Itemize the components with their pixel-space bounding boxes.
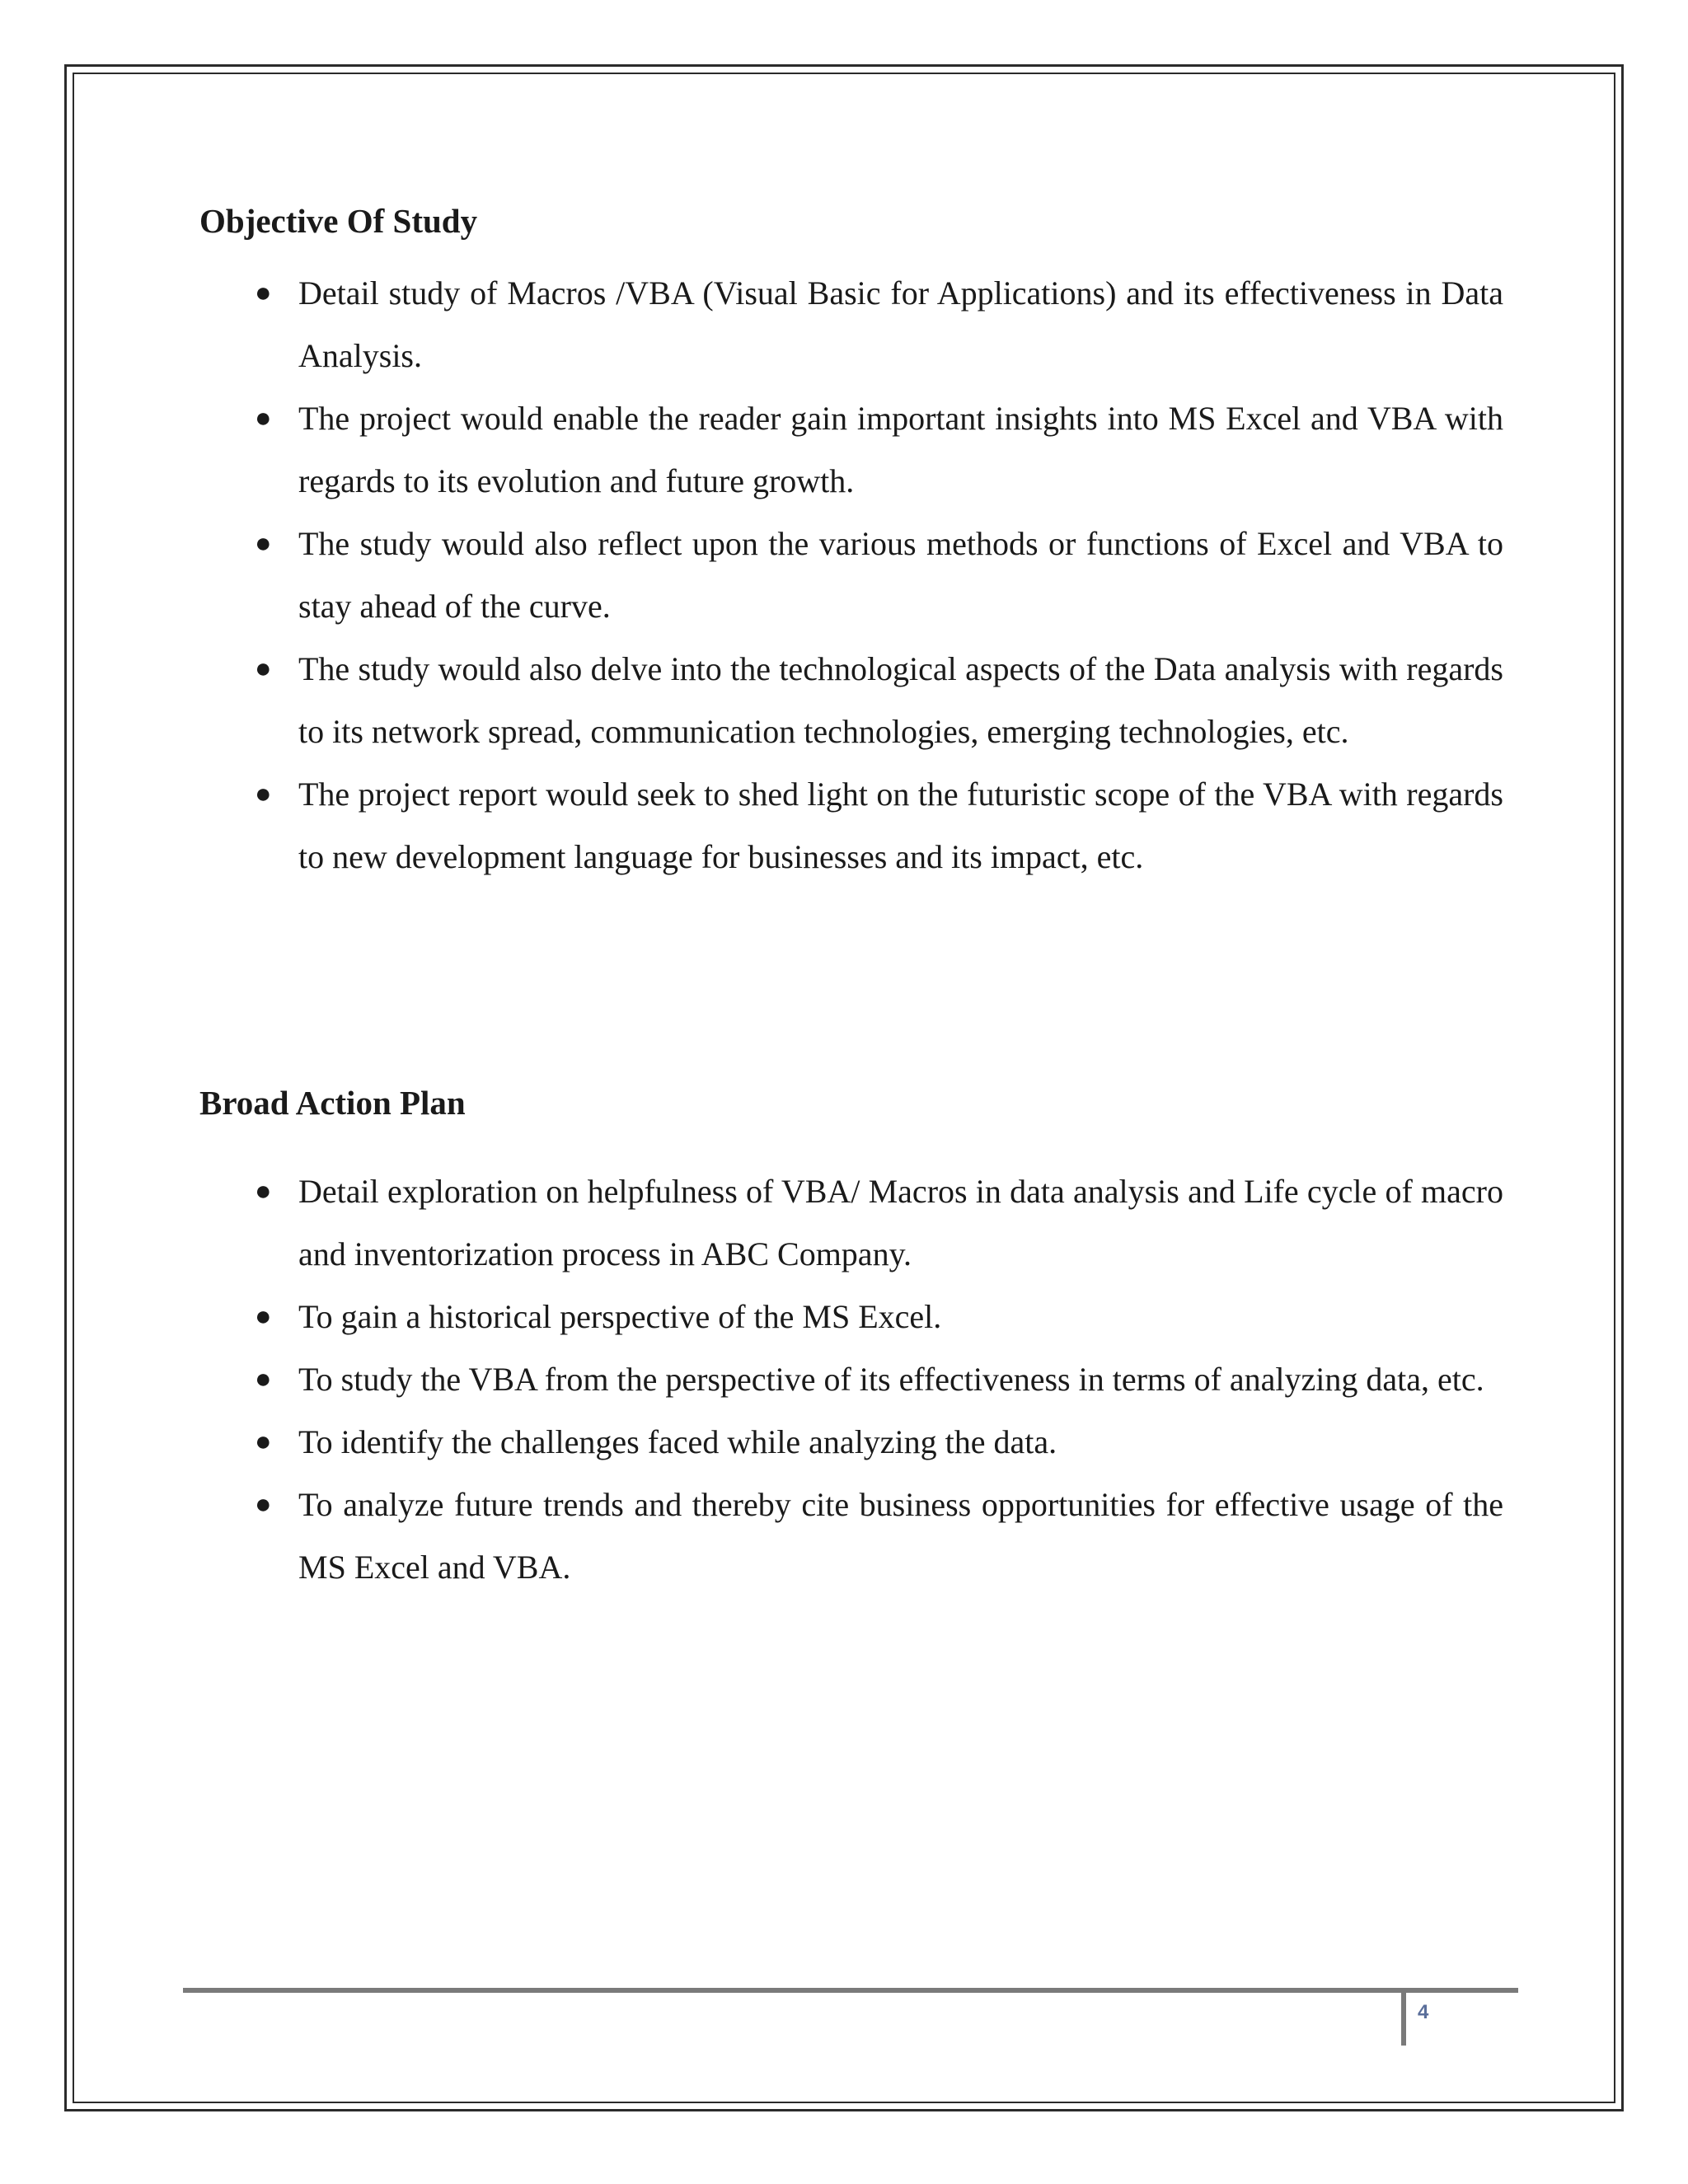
bullet-icon: ●: [255, 654, 272, 684]
list-item: [255, 1411, 1503, 1474]
bullet-icon: ●: [255, 1427, 272, 1457]
list-item-text: To analyze future trends and thereby cite business opportunities for effective usage of the MS Excel and VBA.: [298, 1486, 1503, 1586]
list-item-text: The study would also reflect upon the various methods or functions of Excel and VBA to stay ahead of the curve.: [298, 525, 1503, 625]
list-item-text: Detail study of Macros /VBA (Visual Basic for Applications) and its effectiveness in Data Analysis.: [298, 274, 1503, 374]
action-plan-list: [0, 1160, 1503, 1599]
list-item: [255, 1160, 1503, 1286]
list-item: [255, 763, 1503, 888]
list-item: [255, 1286, 1503, 1348]
list-item-text: To gain a historical perspective of the MS Excel.: [298, 1298, 942, 1335]
bullet-icon: ●: [255, 1301, 272, 1332]
footer-divider: [183, 1988, 1518, 1993]
list-item: [255, 1474, 1503, 1599]
bullet-icon: ●: [255, 1364, 272, 1394]
bullet-icon: ●: [255, 278, 272, 308]
list-item: [255, 638, 1503, 763]
list-item: [255, 387, 1503, 513]
objective-heading: Objective Of Study: [199, 202, 478, 240]
page-number: 4: [1418, 2001, 1429, 2023]
action-plan-heading: Broad Action Plan: [199, 1084, 466, 1122]
bullet-icon: ●: [255, 1176, 272, 1207]
list-item-text: The project report would seek to shed light on the futuristic scope of the VBA with regards to new development language for businesses and its impact, etc.: [298, 776, 1503, 875]
list-item-text: The project would enable the reader gain important insights into MS Excel and VBA with regards to its evolution and future growth.: [298, 400, 1503, 499]
bullet-icon: ●: [255, 1489, 272, 1520]
bullet-icon: ●: [255, 779, 272, 809]
list-item: [255, 1348, 1503, 1411]
bullet-icon: ●: [255, 403, 272, 434]
list-item: [255, 262, 1503, 387]
list-item-text: The study would also delve into the technological aspects of the Data analysis with regards to its network spread, communication technologies, emerging technologies, etc.: [298, 650, 1503, 750]
list-item-text: To identify the challenges faced while analyzing the data.: [298, 1423, 1057, 1460]
bullet-icon: ●: [255, 528, 272, 559]
footer-divider-tick: [1401, 1988, 1406, 2046]
objective-list: [0, 262, 1503, 888]
list-item-text: Detail exploration on helpfulness of VBA/ Macros in data analysis and Life cycle of macro and inventorization process in ABC Company.: [298, 1173, 1503, 1272]
list-item: [255, 513, 1503, 638]
list-item-text: To study the VBA from the perspective of its effectiveness in terms of analyzing data, etc.: [298, 1361, 1484, 1398]
